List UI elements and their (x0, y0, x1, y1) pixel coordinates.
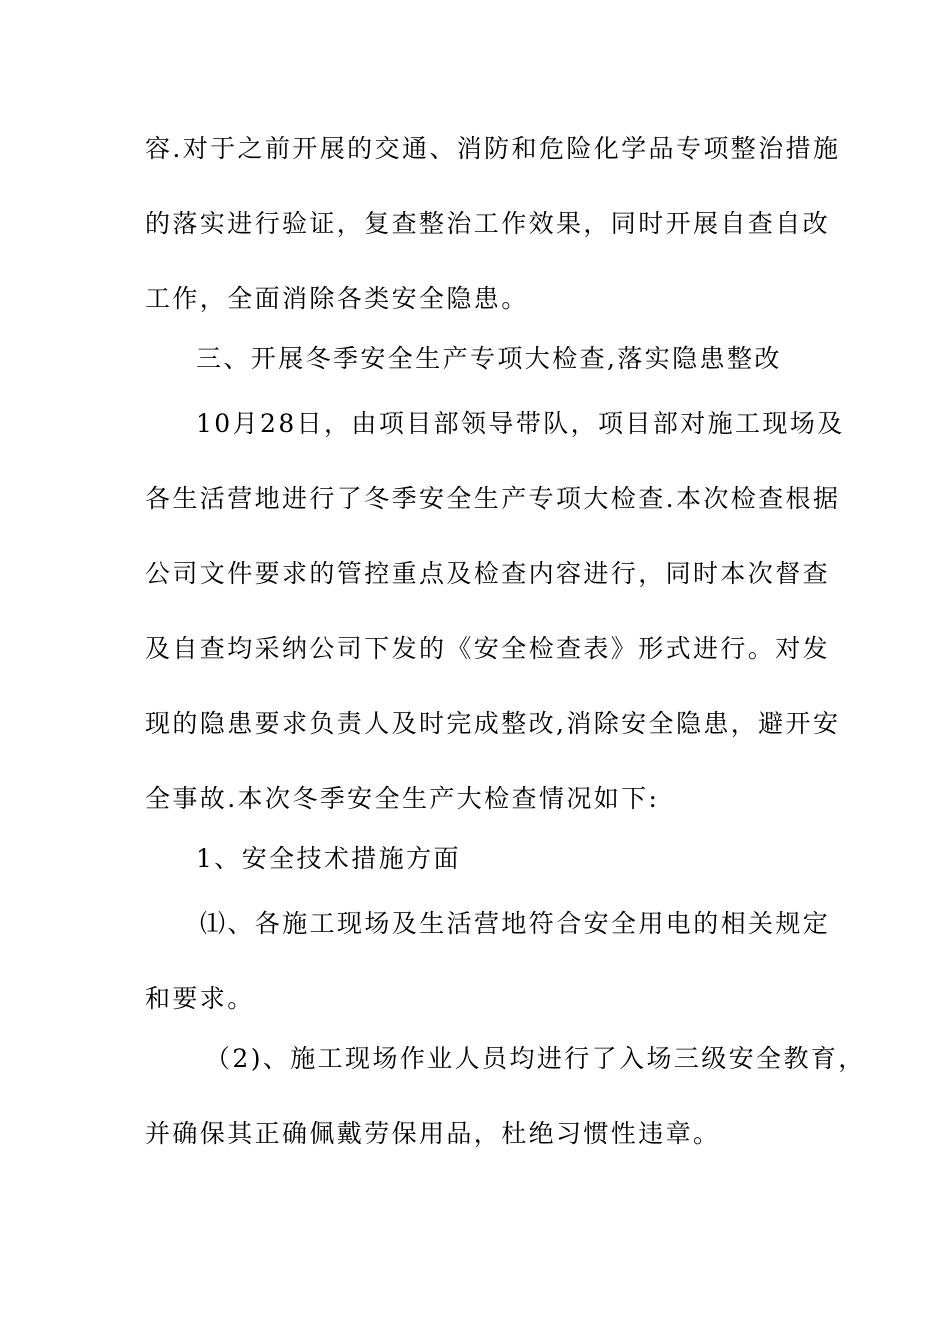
paragraph-line: 及自查均采纳公司下发的《安全检查表》形式进行。对发 (145, 634, 831, 663)
list-item-line: ⑴、各施工现场及生活营地符合安全用电的相关规定 (200, 909, 831, 938)
paragraph-line: 容.对于之前开展的交通、消防和危险化学品专项整治措施 (145, 134, 841, 163)
paragraph-line: 公司文件要求的管控重点及检查内容进行，同时本次督查 (145, 559, 831, 588)
section-heading: 三、开展冬季安全生产专项大检查,落实隐患整改 (196, 344, 782, 373)
paragraph-line: 的落实进行验证，复查整治工作效果，同时开展自查自改 (145, 209, 831, 238)
paragraph-line: 各生活营地进行了冬季安全生产专项大检查.本次检查根据 (145, 484, 841, 513)
list-item-line: （2)、施工现场作业人员均进行了入场三级安全教育， (205, 1044, 866, 1073)
subsection-heading: 1、安全技术措施方面 (196, 844, 461, 873)
paragraph-line: 工作，全面消除各类安全隐患。 (145, 284, 529, 313)
paragraph-line: 现的隐患要求负责人及时完成整改,消除安全隐患，避开安 (145, 709, 841, 738)
list-item-line: 并确保其正确佩戴劳保用品，杜绝习惯性违章。 (145, 1119, 721, 1148)
list-item-line: 和要求。 (145, 984, 255, 1013)
paragraph-line: 全事故.本次冬季安全生产大检查情况如下: (145, 784, 660, 813)
paragraph-line: 10月28日，由项目部领导带队，项目部对施工现场及 (196, 409, 845, 438)
